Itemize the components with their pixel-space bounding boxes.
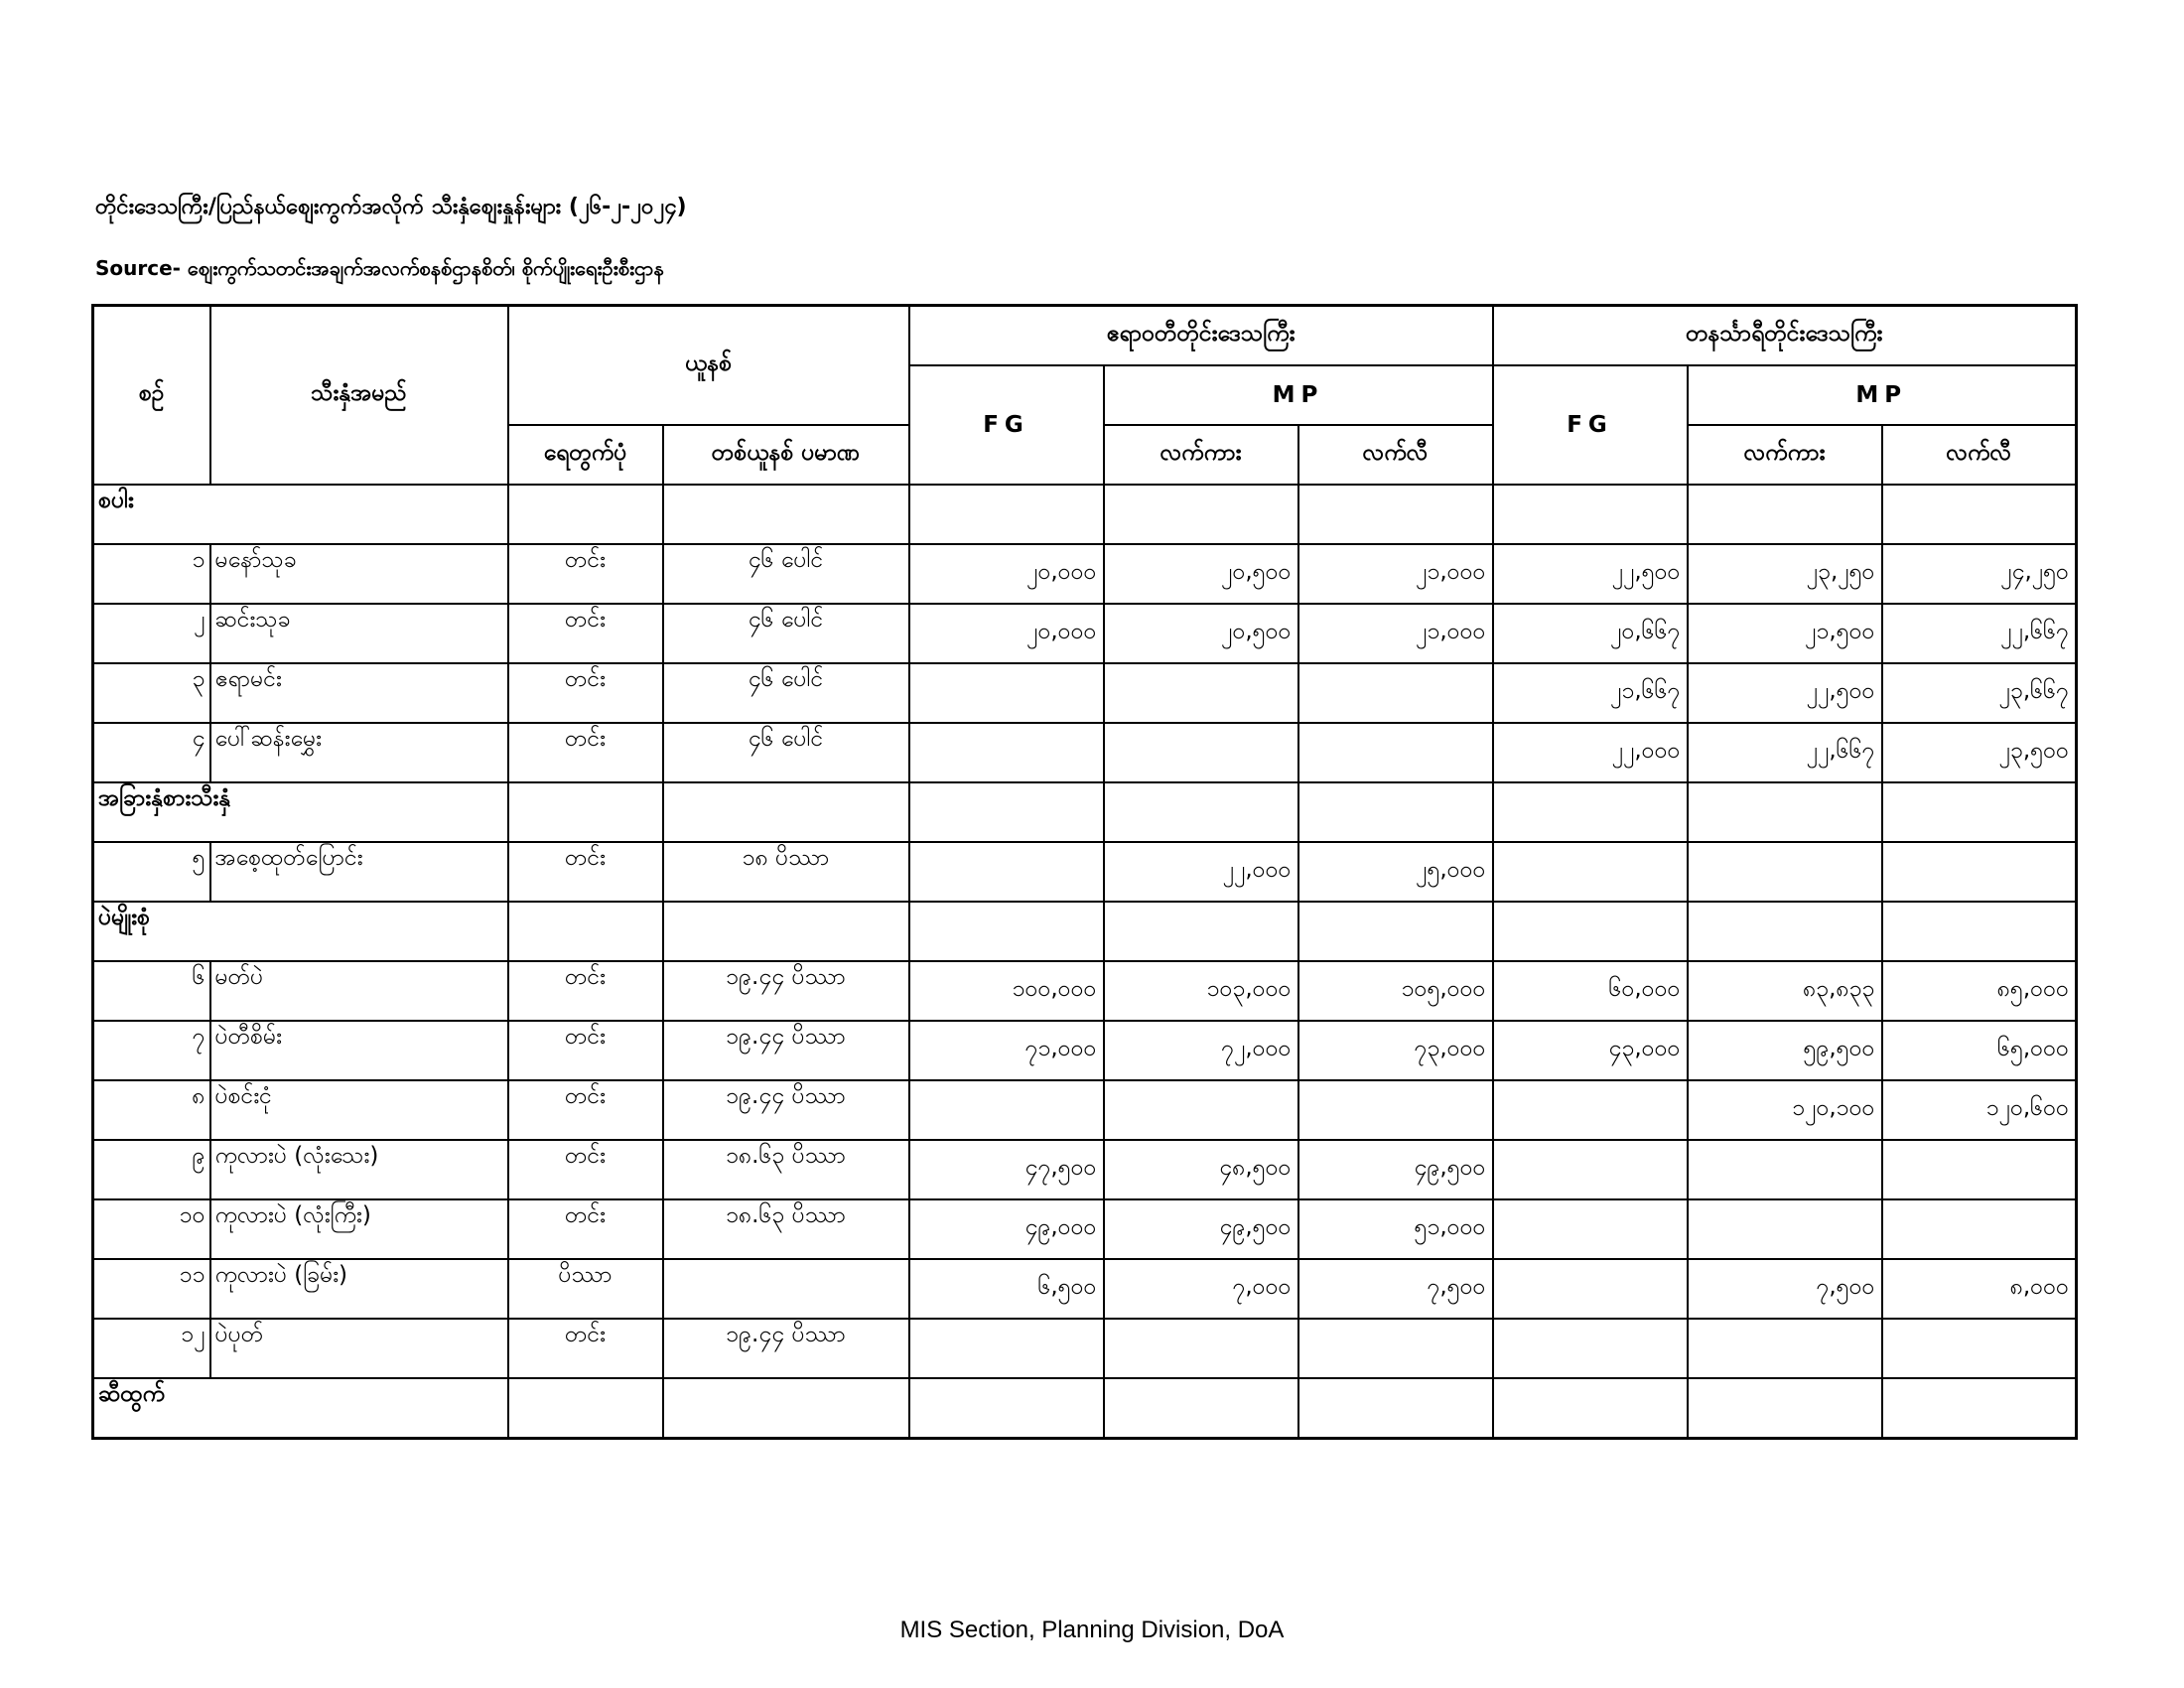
source-line: Source- စျေးကွက်သတင်းအချက်အလက်စနစ်ဌာနစိတ်၊ စိုက်ပျိုးရေးဦးစီးဌာန xyxy=(95,256,664,280)
table-row xyxy=(93,723,2077,782)
empty-cell xyxy=(1104,902,1298,961)
crop-name: မနော်သုခ xyxy=(210,544,508,604)
price-retail-ayeyarwady xyxy=(1298,663,1493,723)
price-wholesale-ayeyarwady xyxy=(1104,723,1298,782)
price-retail-tanintharyi: ၂၃,၆၆၇ xyxy=(1882,663,2077,723)
header-unit-local: ရေတွက်ပုံ xyxy=(508,425,663,485)
crop-name: ကုလားပဲ (ခြမ်း) xyxy=(210,1259,508,1319)
crop-name: ကုလားပဲ (လုံးသေး) xyxy=(210,1140,508,1199)
table-row xyxy=(93,1199,2077,1259)
price-wholesale-tanintharyi xyxy=(1688,842,1882,902)
category-label: ပဲမျိုးစုံ xyxy=(93,902,508,961)
price-fg-ayeyarwady xyxy=(909,1080,1104,1140)
unit-quantity: ၁၈.၆၃ ပိဿာ xyxy=(663,1140,909,1199)
empty-cell xyxy=(1882,782,2077,842)
price-wholesale-tanintharyi xyxy=(1688,1140,1882,1199)
header-no: စဉ် xyxy=(93,306,210,486)
table-row xyxy=(93,544,2077,604)
price-retail-ayeyarwady xyxy=(1298,1319,1493,1378)
empty-cell xyxy=(1493,485,1688,544)
unit-local: တင်း xyxy=(508,1140,663,1199)
row-number: ၉ xyxy=(93,1140,210,1199)
header-fg-2: FG xyxy=(1493,365,1688,485)
price-fg-ayeyarwady xyxy=(909,663,1104,723)
price-fg-tanintharyi xyxy=(1493,842,1688,902)
category-row xyxy=(93,1378,2077,1439)
price-fg-ayeyarwady: ၂၀,၀၀၀ xyxy=(909,604,1104,663)
price-wholesale-ayeyarwady xyxy=(1104,1080,1298,1140)
empty-cell xyxy=(1298,485,1493,544)
empty-cell xyxy=(1298,1378,1493,1439)
empty-cell xyxy=(909,782,1104,842)
header-region-tanintharyi: တနင်္သာရီတိုင်းဒေသကြီး xyxy=(1493,306,2077,366)
price-fg-ayeyarwady xyxy=(909,723,1104,782)
row-number: ၇ xyxy=(93,1021,210,1080)
price-fg-tanintharyi xyxy=(1493,1080,1688,1140)
unit-local: တင်း xyxy=(508,842,663,902)
price-retail-tanintharyi xyxy=(1882,842,2077,902)
row-number: ၆ xyxy=(93,961,210,1021)
price-retail-tanintharyi xyxy=(1882,1140,2077,1199)
row-number: ၁၂ xyxy=(93,1319,210,1378)
crop-name: ပဲပုတ် xyxy=(210,1319,508,1378)
price-fg-tanintharyi: ၂၀,၆၆၇ xyxy=(1493,604,1688,663)
empty-cell xyxy=(1882,485,2077,544)
price-wholesale-tanintharyi: ၂၃,၂၅၀ xyxy=(1688,544,1882,604)
price-fg-tanintharyi: ၂၂,၀၀၀ xyxy=(1493,723,1688,782)
price-fg-tanintharyi: ၂၁,၆၆၇ xyxy=(1493,663,1688,723)
table-row xyxy=(93,1259,2077,1319)
crop-name: ပေါ်ဆန်းမွှေး xyxy=(210,723,508,782)
empty-cell xyxy=(508,902,663,961)
price-table xyxy=(91,304,2078,1440)
unit-quantity: ၁၉.၄၄ ပိဿာ xyxy=(663,1021,909,1080)
price-retail-tanintharyi: ၆၅,၀၀၀ xyxy=(1882,1021,2077,1080)
header-mp-1: MP xyxy=(1104,365,1493,425)
price-fg-tanintharyi xyxy=(1493,1199,1688,1259)
empty-cell xyxy=(1882,902,2077,961)
price-wholesale-ayeyarwady: ၄၉,၅၀၀ xyxy=(1104,1199,1298,1259)
empty-cell xyxy=(1493,1378,1688,1439)
unit-local: တင်း xyxy=(508,1319,663,1378)
unit-local: တင်း xyxy=(508,1021,663,1080)
price-wholesale-ayeyarwady: ၄၈,၅၀၀ xyxy=(1104,1140,1298,1199)
table-row xyxy=(93,842,2077,902)
price-fg-ayeyarwady: ၄၇,၅၀၀ xyxy=(909,1140,1104,1199)
price-fg-tanintharyi xyxy=(1493,1319,1688,1378)
row-number: ၁ xyxy=(93,544,210,604)
empty-cell xyxy=(1298,902,1493,961)
price-fg-ayeyarwady xyxy=(909,842,1104,902)
price-retail-tanintharyi xyxy=(1882,1199,2077,1259)
empty-cell xyxy=(1882,1378,2077,1439)
crop-name: ကုလားပဲ (လုံးကြီး) xyxy=(210,1199,508,1259)
header-retail-2: လက်လီ xyxy=(1882,425,2077,485)
crop-name: ပဲတီစိမ်း xyxy=(210,1021,508,1080)
price-fg-tanintharyi: ၄၃,၀၀၀ xyxy=(1493,1021,1688,1080)
price-wholesale-ayeyarwady xyxy=(1104,1319,1298,1378)
header-row-1 xyxy=(93,306,2077,366)
price-wholesale-tanintharyi: ၁၂၀,၁၀၀ xyxy=(1688,1080,1882,1140)
empty-cell xyxy=(1688,782,1882,842)
empty-cell xyxy=(508,1378,663,1439)
row-number: ၁၁ xyxy=(93,1259,210,1319)
price-wholesale-ayeyarwady: ၇၂,၀၀၀ xyxy=(1104,1021,1298,1080)
price-retail-tanintharyi: ၂၄,၂၅၀ xyxy=(1882,544,2077,604)
empty-cell xyxy=(1104,782,1298,842)
empty-cell xyxy=(1298,782,1493,842)
price-fg-tanintharyi xyxy=(1493,1140,1688,1199)
price-retail-ayeyarwady: ၂၅,၀၀၀ xyxy=(1298,842,1493,902)
crop-name: ဆင်းသုခ xyxy=(210,604,508,663)
table-row xyxy=(93,1021,2077,1080)
price-wholesale-tanintharyi: ၈၃,၈၃၃ xyxy=(1688,961,1882,1021)
empty-cell xyxy=(1688,1378,1882,1439)
unit-quantity: ၁၈.၆၃ ပိဿာ xyxy=(663,1199,909,1259)
price-retail-ayeyarwady xyxy=(1298,1080,1493,1140)
price-fg-ayeyarwady xyxy=(909,1319,1104,1378)
price-retail-tanintharyi: ၈၅,၀၀၀ xyxy=(1882,961,2077,1021)
price-fg-tanintharyi xyxy=(1493,1259,1688,1319)
price-fg-ayeyarwady: ၁၀၀,၀၀၀ xyxy=(909,961,1104,1021)
price-retail-ayeyarwady: ၄၉,၅၀၀ xyxy=(1298,1140,1493,1199)
price-wholesale-tanintharyi: ၂၁,၅၀၀ xyxy=(1688,604,1882,663)
category-label: စပါး xyxy=(93,485,508,544)
header-region-ayeyarwady: ဧရာဝတီတိုင်းဒေသကြီး xyxy=(909,306,1493,366)
unit-local: တင်း xyxy=(508,1199,663,1259)
empty-cell xyxy=(909,902,1104,961)
category-label: ဆီထွက် xyxy=(93,1378,508,1439)
row-number: ၅ xyxy=(93,842,210,902)
category-label: အခြားနှံစားသီးနှံ xyxy=(93,782,508,842)
price-retail-tanintharyi xyxy=(1882,1319,2077,1378)
unit-local: တင်း xyxy=(508,1080,663,1140)
row-number: ၁၀ xyxy=(93,1199,210,1259)
unit-local: တင်း xyxy=(508,723,663,782)
header-wholesale-2: လက်ကား xyxy=(1688,425,1882,485)
price-wholesale-tanintharyi: ၂၂,၅၀၀ xyxy=(1688,663,1882,723)
table-row xyxy=(93,961,2077,1021)
empty-cell xyxy=(663,485,909,544)
header-retail-1: လက်လီ xyxy=(1298,425,1493,485)
price-wholesale-ayeyarwady: ၂၀,၅၀၀ xyxy=(1104,604,1298,663)
empty-cell xyxy=(1688,485,1882,544)
unit-local: ပိဿာ xyxy=(508,1259,663,1319)
price-retail-tanintharyi: ၈,၀၀၀ xyxy=(1882,1259,2077,1319)
empty-cell xyxy=(1104,1378,1298,1439)
row-number: ၈ xyxy=(93,1080,210,1140)
price-wholesale-tanintharyi: ၇,၅၀၀ xyxy=(1688,1259,1882,1319)
price-wholesale-ayeyarwady xyxy=(1104,663,1298,723)
header-fg-1: FG xyxy=(909,365,1104,485)
price-fg-ayeyarwady: ၄၉,၀၀၀ xyxy=(909,1199,1104,1259)
price-fg-ayeyarwady: ၂၀,၀၀၀ xyxy=(909,544,1104,604)
empty-cell xyxy=(508,485,663,544)
unit-local: တင်း xyxy=(508,604,663,663)
price-wholesale-ayeyarwady: ၂၂,၀၀၀ xyxy=(1104,842,1298,902)
crop-name: မတ်ပဲ xyxy=(210,961,508,1021)
empty-cell xyxy=(1493,782,1688,842)
unit-quantity: ၄၆ ပေါင် xyxy=(663,663,909,723)
price-wholesale-ayeyarwady: ၂၀,၅၀၀ xyxy=(1104,544,1298,604)
page-title: တိုင်းဒေသကြီး/ပြည်နယ်စျေးကွက်အလိုက် သီးနှံစျေးနှုန်းများ (၂၆-၂-၂၀၂၄) xyxy=(95,195,687,219)
price-retail-ayeyarwady: ၅၁,၀၀၀ xyxy=(1298,1199,1493,1259)
price-retail-tanintharyi: ၁၂၀,၆၀၀ xyxy=(1882,1080,2077,1140)
category-row xyxy=(93,782,2077,842)
price-retail-ayeyarwady: ၂၁,၀၀၀ xyxy=(1298,604,1493,663)
price-wholesale-tanintharyi: ၂၂,၆၆၇ xyxy=(1688,723,1882,782)
empty-cell xyxy=(663,782,909,842)
price-retail-ayeyarwady: ၇,၅၀၀ xyxy=(1298,1259,1493,1319)
page-footer: MIS Section, Planning Division, DoA xyxy=(899,1617,1285,1643)
unit-quantity: ၁၈ ပိဿာ xyxy=(663,842,909,902)
empty-cell xyxy=(663,1378,909,1439)
crop-name: ပဲစင်းငုံ xyxy=(210,1080,508,1140)
crop-name: အစေ့ထုတ်ပြောင်း xyxy=(210,842,508,902)
unit-local: တင်း xyxy=(508,544,663,604)
price-wholesale-tanintharyi xyxy=(1688,1319,1882,1378)
empty-cell xyxy=(508,782,663,842)
empty-cell xyxy=(909,485,1104,544)
empty-cell xyxy=(1688,902,1882,961)
unit-quantity: ၁၉.၄၄ ပိဿာ xyxy=(663,961,909,1021)
price-wholesale-tanintharyi: ၅၉,၅၀၀ xyxy=(1688,1021,1882,1080)
table-row xyxy=(93,604,2077,663)
price-retail-ayeyarwady: ၇၃,၀၀၀ xyxy=(1298,1021,1493,1080)
table-row xyxy=(93,1140,2077,1199)
table-row xyxy=(93,1319,2077,1378)
row-number: ၃ xyxy=(93,663,210,723)
unit-quantity: ၄၆ ပေါင် xyxy=(663,544,909,604)
category-row xyxy=(93,902,2077,961)
row-number: ၄ xyxy=(93,723,210,782)
unit-local: တင်း xyxy=(508,663,663,723)
crop-name: ဧရာမင်း xyxy=(210,663,508,723)
header-wholesale-1: လက်ကား xyxy=(1104,425,1298,485)
table-row xyxy=(93,1080,2077,1140)
empty-cell xyxy=(1104,485,1298,544)
price-fg-ayeyarwady: ၆,၅၀၀ xyxy=(909,1259,1104,1319)
price-wholesale-ayeyarwady: ၁၀၃,၀၀၀ xyxy=(1104,961,1298,1021)
price-fg-ayeyarwady: ၇၁,၀၀၀ xyxy=(909,1021,1104,1080)
unit-quantity: ၄၆ ပေါင် xyxy=(663,723,909,782)
price-retail-ayeyarwady: ၂၁,၀၀၀ xyxy=(1298,544,1493,604)
price-fg-tanintharyi: ၂၂,၅၀၀ xyxy=(1493,544,1688,604)
row-number: ၂ xyxy=(93,604,210,663)
table-row xyxy=(93,663,2077,723)
price-fg-tanintharyi: ၆၀,၀၀၀ xyxy=(1493,961,1688,1021)
header-unit-std: တစ်ယူနစ် ပမာဏ xyxy=(663,425,909,485)
price-wholesale-ayeyarwady: ၇,၀၀၀ xyxy=(1104,1259,1298,1319)
price-retail-tanintharyi: ၂၃,၅၀၀ xyxy=(1882,723,2077,782)
price-wholesale-tanintharyi xyxy=(1688,1199,1882,1259)
price-retail-tanintharyi: ၂၂,၆၆၇ xyxy=(1882,604,2077,663)
unit-quantity xyxy=(663,1259,909,1319)
header-mp-2: MP xyxy=(1688,365,2077,425)
empty-cell xyxy=(909,1378,1104,1439)
price-retail-ayeyarwady: ၁၀၅,၀၀၀ xyxy=(1298,961,1493,1021)
price-retail-ayeyarwady xyxy=(1298,723,1493,782)
unit-quantity: ၄၆ ပေါင် xyxy=(663,604,909,663)
unit-quantity: ၁၉.၄၄ ပိဿာ xyxy=(663,1319,909,1378)
unit-local: တင်း xyxy=(508,961,663,1021)
unit-quantity: ၁၉.၄၄ ပိဿာ xyxy=(663,1080,909,1140)
empty-cell xyxy=(1493,902,1688,961)
header-unit: ယူနစ် xyxy=(508,306,909,426)
header-name: သီးနှံအမည် xyxy=(210,306,508,486)
category-row xyxy=(93,485,2077,544)
empty-cell xyxy=(663,902,909,961)
